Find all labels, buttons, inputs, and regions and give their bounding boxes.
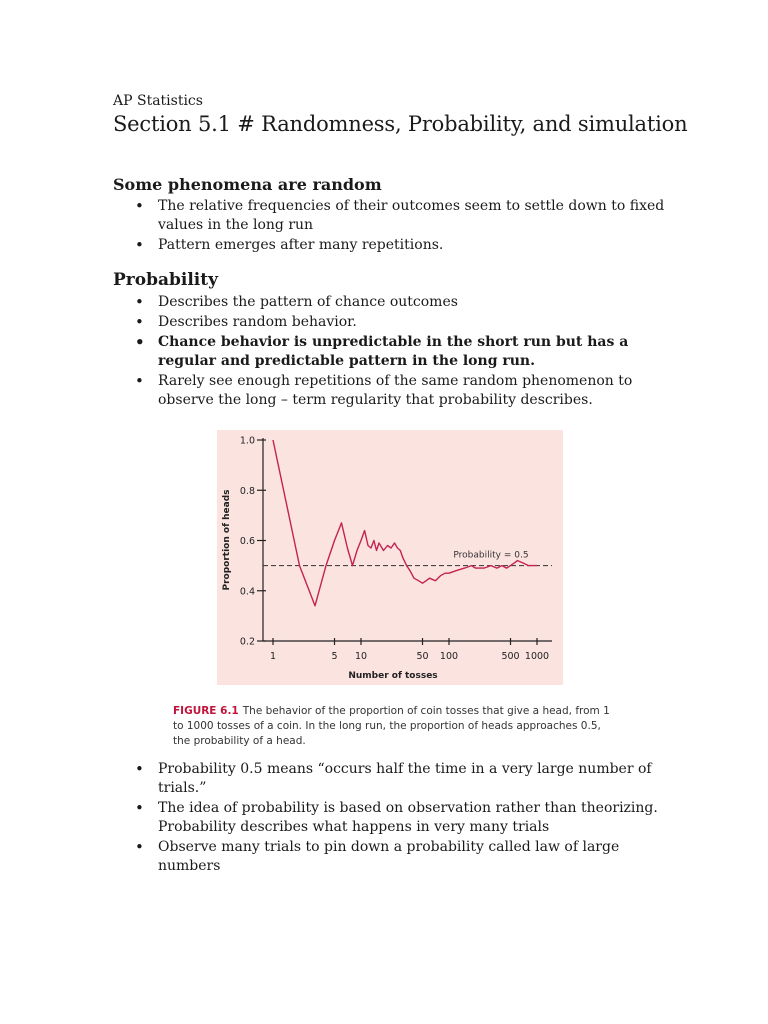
list-item: • Rarely see enough repetitions of the same random phenomenon to observe the long – term regularity that probability describes. xyxy=(113,372,673,410)
list-item: • Observe many trials to pin down a probability called law of large numbers xyxy=(113,838,673,876)
bullet-list-probability xyxy=(113,293,673,411)
proportion-heads-chart xyxy=(217,430,563,685)
heading-random-phenomena: Some phenomena are random xyxy=(113,175,382,194)
x-tick-label: 10 xyxy=(354,651,368,662)
list-item: • Describes the pattern of chance outcomes xyxy=(113,293,673,312)
figure-caption-text: The behavior of the proportion of coin tosses that give a head, from 1 to 1000 tosses of a coin. In the long run, the proportion of heads approaches 0.5, the probability of a head. xyxy=(173,705,610,747)
heading-probability: Probability xyxy=(113,270,218,290)
x-tick-label: 50 xyxy=(416,651,429,662)
list-item: • Pattern emerges after many repetitions. xyxy=(113,236,673,255)
figure-label: FIGURE 6.1 xyxy=(173,705,239,717)
x-tick-label: 500 xyxy=(501,651,520,662)
series-group xyxy=(273,440,537,606)
y-tick-label: 1.0 xyxy=(239,435,255,447)
course-label: AP Statistics xyxy=(113,93,203,109)
list-item: • The relative frequencies of their outcomes seem to settle down to fixed values in the long run xyxy=(113,197,673,235)
x-axis-label: Number of tosses xyxy=(348,671,438,681)
y-tick-label: 0.2 xyxy=(239,636,255,648)
x-tick-label: 5 xyxy=(331,651,338,662)
series-line xyxy=(273,440,537,606)
bullet-list-closing xyxy=(113,760,673,877)
x-tick-label: 1000 xyxy=(524,651,550,662)
x-tick-label: 1 xyxy=(269,651,277,662)
chart-axes xyxy=(240,436,552,663)
list-item: • Probability 0.5 means “occurs half the time in a very large number of trials.” xyxy=(113,760,673,798)
reference-line-group xyxy=(263,551,552,566)
x-tick-label: 100 xyxy=(439,651,459,662)
list-item: • The idea of probability is based on observation rather than theorizing. Probability describes what happens in very many trials xyxy=(113,799,673,837)
list-item: • Describes random behavior. xyxy=(113,313,673,332)
figure-caption xyxy=(173,704,613,749)
y-tick-label: 0.6 xyxy=(239,536,255,547)
list-item: • Chance behavior is unpredictable in the short run but has a regular and predictable pattern in the long run. xyxy=(113,333,673,371)
y-axis-label: Proportion of heads xyxy=(222,489,232,591)
bullet-list-random xyxy=(113,197,673,256)
page-title: Section 5.1 # Randomness, Probability, and simulation xyxy=(113,112,688,136)
y-tick-label: 0.4 xyxy=(239,586,255,598)
y-tick-label: 0.8 xyxy=(239,485,255,497)
figure-chart xyxy=(217,430,563,685)
reference-line-label: Probability = 0.5 xyxy=(453,550,529,561)
